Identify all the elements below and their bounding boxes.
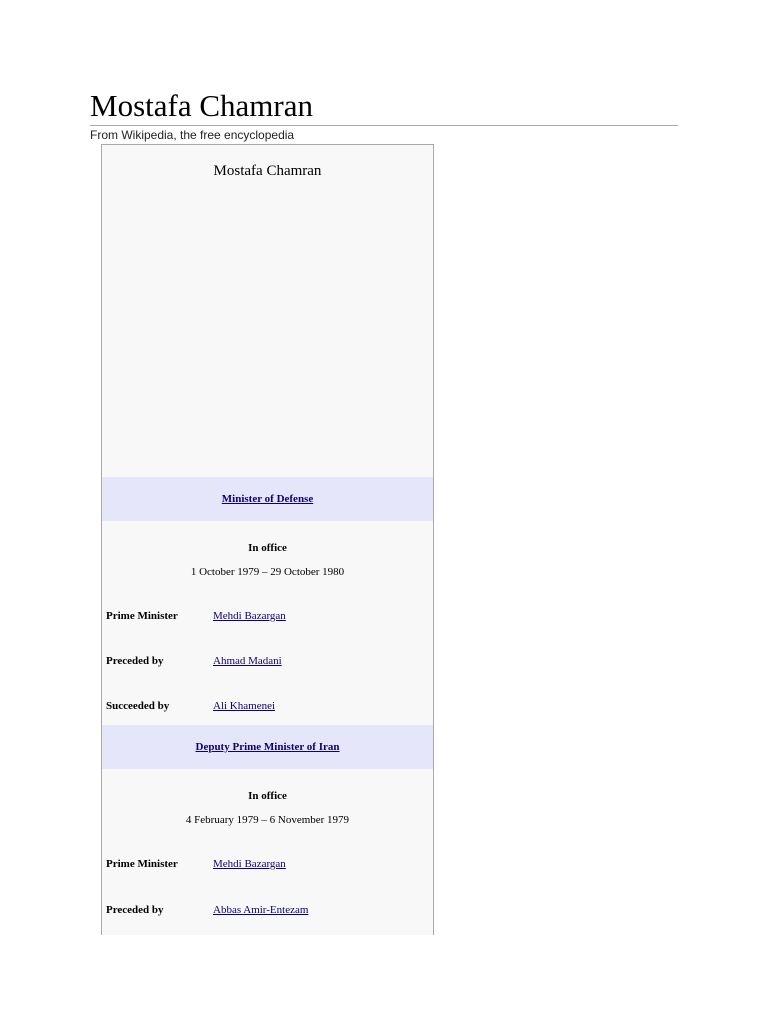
deputy-prime-minister-link[interactable]: Deputy Prime Minister of Iran [195,741,340,753]
row-label: Prime Minister [106,610,178,622]
preceded-by-link[interactable]: Ahmad Madani [213,655,282,667]
page-title: Mostafa Chamran [90,88,313,123]
term-dates: 1 October 1979 – 29 October 1980 [190,566,345,578]
term-dates: 4 February 1979 – 6 November 1979 [185,814,350,826]
section-header-minister-of-defense [102,477,433,521]
row-label: Preceded by [106,655,164,667]
prime-minister-link[interactable]: Mehdi Bazargan [213,610,286,622]
infobox-row-preceded-by [102,902,433,918]
succeeded-by-link[interactable]: Ali Khamenei [213,700,276,712]
minister-of-defense-link[interactable]: Minister of Defense [221,493,314,505]
infobox-row-prime-minister [102,608,433,624]
preceded-by-link[interactable]: Abbas Amir-Entezam [213,904,309,916]
title-divider [90,125,678,126]
section-header-deputy-prime-minister [102,725,433,769]
infobox-image-placeholder [102,189,433,477]
infobox-row-preceded-by [102,653,433,669]
row-label: Succeeded by [106,700,170,712]
row-label: Prime Minister [106,858,178,870]
infobox-caption: Mostafa Chamran [213,163,322,179]
page-tagline: From Wikipedia, the free encyclopedia [90,128,295,142]
in-office-label: In office [248,790,287,802]
prime-minister-link[interactable]: Mehdi Bazargan [213,858,286,870]
in-office-label: In office [248,542,287,554]
infobox [101,144,434,935]
row-label: Preceded by [106,904,164,916]
infobox-row-succeeded-by [102,698,433,714]
infobox-row-prime-minister [102,856,433,872]
